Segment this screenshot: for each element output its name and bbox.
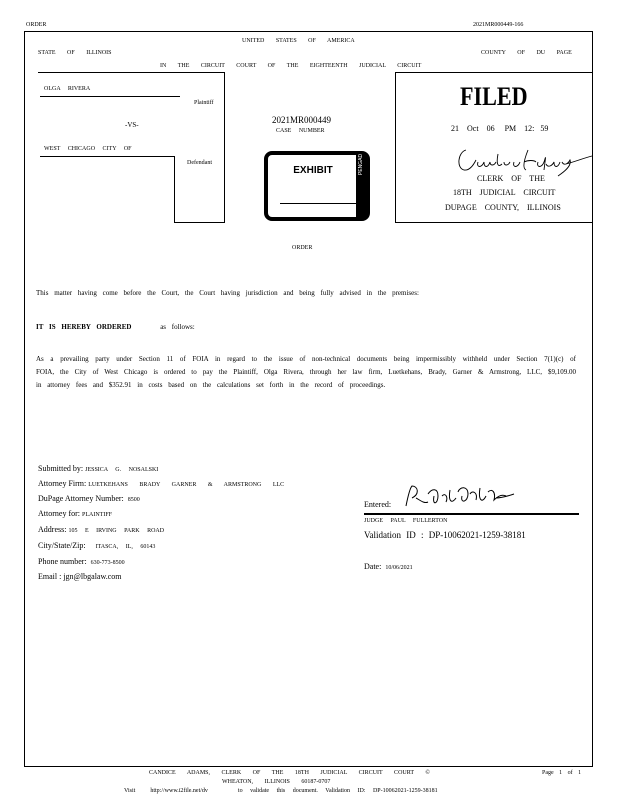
left-border [24,31,25,767]
order-ordered-bold: IT IS HEREBY ORDERED [36,323,132,331]
top-border [24,31,593,32]
parties-top-line [38,72,224,73]
judge-date-row [364,562,413,571]
phone-value: 630-773-8500 [90,560,125,566]
attorney-for-label: Attorney for: [38,509,80,518]
exhibit-label: EXHIBIT [293,165,333,176]
footer-line-1: CANDICE ADAMS, CLERK OF THE 18TH JUDICIAL CIRCUIT COURT © [149,770,430,776]
filed-minute: 59 [540,124,549,133]
firm-label: Attorney Firm: [38,479,87,488]
phone-row [38,557,125,566]
plaintiff-role: Plaintiff [194,100,214,106]
attorney-for-row [38,509,112,518]
judge-signature-line [364,513,579,515]
defendant-underline [40,156,174,157]
filed-box-left [395,72,396,223]
parties-right-line [224,72,225,223]
entered-label: Entered: [364,500,392,509]
defendant-name: WEST CHICAGO CITY OF [44,146,132,152]
order-ordered-line [36,323,195,331]
validation-label: Validation ID : [364,530,424,540]
validation-row [364,530,526,540]
parties-bottom-line [174,222,225,223]
filed-timestamp [451,124,548,133]
filed-box-bottom [395,222,593,223]
filed-day: 21 [451,124,459,133]
attorney-number-label: DuPage Attorney Number: [38,494,124,503]
judge-name: JUDGE PAUL FULLERTON [364,518,448,524]
judge-signature-icon [398,482,518,512]
exhibit-tab [356,155,366,217]
exhibit-sticker [264,151,370,221]
submitted-by-label: Submitted by: [38,464,84,473]
header-doc-type: ORDER [26,22,47,28]
plaintiff-name: OLGA RIVERA [44,86,91,92]
footer-line-2: WHEATON, ILLINOIS 60187-0707 [222,779,331,785]
attorney-number-row [38,494,140,503]
address-label: Address: [38,525,67,534]
filed-ampm: PM [504,124,517,133]
footer-visit: Visit [124,788,136,794]
address-row [38,525,164,534]
judge-date-value: 10/06/2021 [385,565,413,571]
firm-row [38,479,284,488]
footer-page: Page 1 of 1 [542,770,582,776]
city-label: City/State/Zip: [38,541,86,550]
order-body: As a prevailing party under Section 11 of FOIA in regard to the issue of non-technical documents being impermissibly withheld under Section 7(1)(c) of FOIA, the City of West Chicago is ordered to pay the Plaintiff, Olga Rivera, through her law firm, Luetkehans, Brady, Garner & Armstrong, LLC, $9,109.00 in attorney fees and $352.91 in costs based on the calculations set forth in the record of proceedings. [36,355,576,389]
bottom-border [24,766,593,767]
plaintiff-underline [40,96,180,97]
filed-date: 06 [486,124,495,133]
city-value: ITASCA, IL, 60143 [95,544,156,550]
submitted-by-row [38,464,158,473]
validation-value: DP-10062021-1259-38181 [428,530,526,540]
clerk-line-2: 18TH JUDICIAL CIRCUIT [453,188,556,197]
caption-country: UNITED STATES OF AMERICA [242,38,355,44]
address-value: 105 E IRVING PARK ROAD [68,528,165,534]
phone-label: Phone number: [38,557,87,566]
clerk-line-1: CLERK OF THE [477,174,545,183]
caption-state: STATE OF ILLINOIS [38,50,112,56]
footer-validate-link[interactable]: http://www.i2file.net/dv [150,788,208,794]
city-row [38,541,155,550]
order-title: ORDER [292,245,313,251]
email-label: Email [38,572,58,581]
exhibit-tab-text: PENGAD [358,153,364,175]
caption-court: IN THE CIRCUIT COURT OF THE EIGHTEENTH JUDICIAL CIRCUIT [160,63,422,69]
filed-stamp-word: FILED [460,82,528,111]
case-number-label: CASE NUMBER [276,128,325,134]
defendant-role: Defendant [187,160,212,166]
attorney-number-value: 8500 [127,497,140,503]
clerk-line-3: DUPAGE COUNTY, ILLINOIS [445,203,561,212]
firm-value: LUETKEHANS BRADY GARNER & ARMSTRONG LLC [88,482,285,488]
footer-validate-text: to validate this document. Validation ID: DP-10062021-1259-38181 [237,788,438,794]
footer-line-3 [124,788,438,794]
filed-hour: 12: [524,124,535,133]
email-row [38,572,122,581]
order-intro: This matter having come before the Court, the Court having jurisdiction and being fully advised in the premises: [36,289,419,297]
order-ordered-rest: as follows: [160,323,195,331]
exhibit-blank-line [280,203,358,204]
attorney-for-value: PLAINTIFF [82,512,113,518]
case-number: 2021MR000449 [272,115,332,125]
versus: -VS- [125,121,139,129]
email-value: : jgn@lbgalaw.com [59,572,122,581]
submitted-by-value: JESSICA G. NOSALSKI [85,467,159,473]
filed-box-top [395,72,593,73]
filed-month: Oct [467,124,479,133]
judge-date-label: Date: [364,562,382,571]
parties-left-line [174,156,175,223]
caption-county: COUNTY OF DU PAGE [481,50,572,56]
header-doc-id: 2021MR000449-166 [473,22,524,28]
